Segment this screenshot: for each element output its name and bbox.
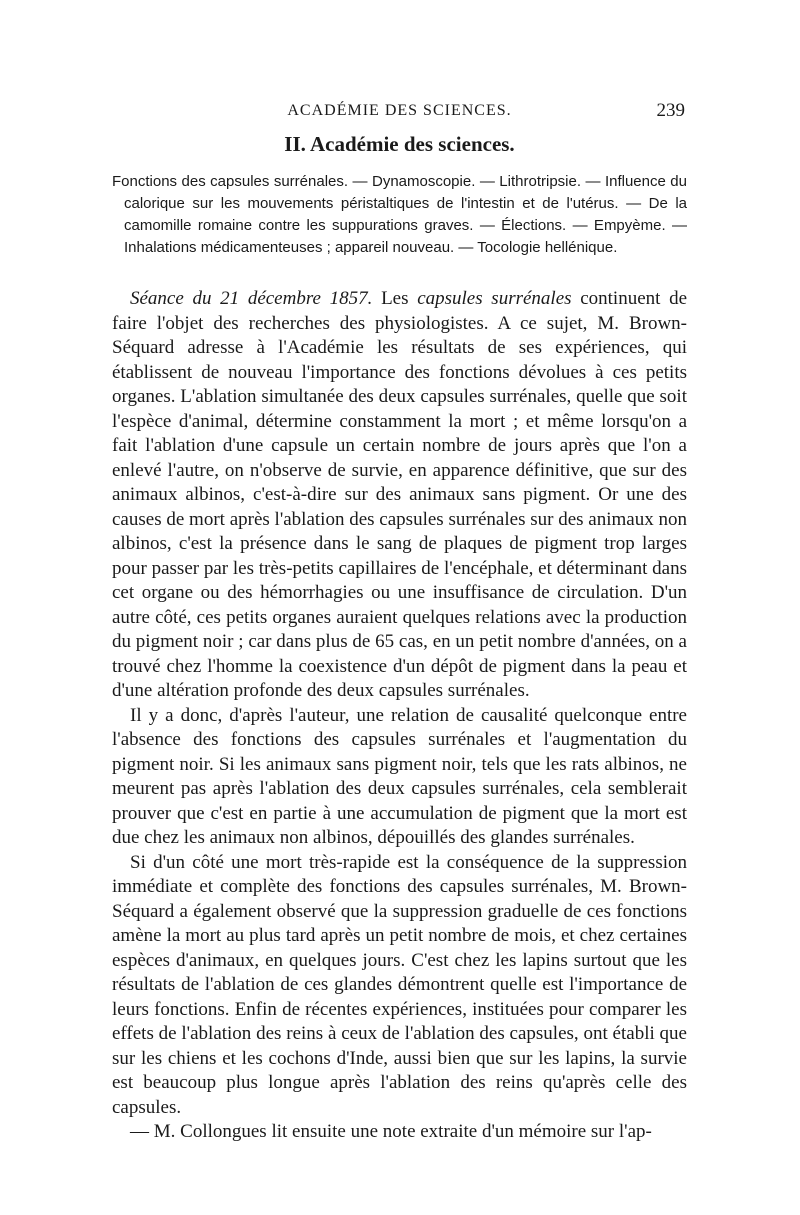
paragraph-causality: Il y a donc, d'après l'auteur, une relation de causalité quelconque entre l'absence des fonctions des capsules surrénales et l'augmentation du pigment noir. Si les animaux sans pigment noir, tels que les rats albinos, ne meurent pas après l'ablation des deux capsules surrénales, cela semblerait prouver que c'est en partie à une accumulation de pigment que la mort est due chez les animaux non albinos, dépouillés des glandes surrénales. [112, 704, 687, 848]
running-head [112, 96, 687, 130]
section-summary: Fonctions des capsules surrénales. — Dynamoscopie. — Lithrotripsie. — Influence du calorique sur les mouvements péristaltiques de l'intestin et de l'utérus. — De la camomille romaine contre les suppurations graves. — Élections. — Empyème. — Inhalations médicamenteuses ; appareil nouveau. — Tocologie hellénique. [112, 173, 687, 256]
paragraph-sitting [112, 287, 687, 704]
paragraph-suppression: Si d'un côté une mort très-rapide est la conséquence de la suppression immédiate et complète des fonctions des capsules surrénales, M. Brown-Séquard a également observé que la suppression graduelle de ces fonctions amène la mort au plus tard après un petit nombre de mois, et chez certaines espèces d'animaux, en quelques jours. C'est chez les lapins surtout que les résultats de l'ablation de ces glandes démontrent quelle est l'importance de leurs fonctions. Enfin de récentes expériences, instituées pour comparer les effets de l'ablation des reins à ceux de l'ablation des capsules, ont établi que sur les chiens et les cochons d'Inde, aussi bien que sur les lapins, la survie est beaucoup plus longue après l'ablation des reins qu'après celle des capsules. [112, 851, 687, 1118]
section-heading: II. Académie des sciences. [284, 132, 515, 156]
running-title: ACADÉMIE DES SCIENCES. [287, 102, 512, 119]
paragraph-text: continuent de faire l'objet des recherches des physiologistes. A ce sujet, M. Brown-Séquard adresse à l'Académie les résultats de ses expériences, qui établissent de nouveau l'importance des fonctions dévolues à ces petits organes. L'ablation simultanée des deux capsules surrénales, quelle que soit l'espèce d'animal, détermine constamment la mort ; et même lorsqu'on a fait l'ablation d'une capsule un certain nombre de jours après que l'on a enlevé l'autre, on n'observe de survie, en apparence définitive, que sur des animaux albinos, c'est-à-dire sur des animaux sans pigment. Or une des causes de mort après l'ablation des capsules surrénales sur des animaux non albinos, c'est la présence dans le sang de plaques de pigment trop larges pour passer par les très-petits capillaires de l'encéphale, et déterminant dans cet organe ou des hémorrhagies ou une insuffisance de circulation. D'un autre côté, ces petits organes auraient quelques relations avec la production du pigment noir ; car dans plus de 65 cas, en un petit nombre d'années, on a trouvé chez l'homme la coexistence d'un dépôt de pigment dans la peau et d'une altération profonde des deux capsules surrénales. [112, 288, 688, 701]
page-number: 239 [656, 100, 685, 121]
italic-term: capsules surrénales [417, 288, 572, 309]
sitting-date: Séance du 21 décembre 1857. [130, 288, 373, 309]
book-page [112, 96, 687, 1201]
paragraph-lead: Les [381, 288, 409, 309]
paragraph-collongues: — M. Collongues lit ensuite une note extraite d'un mémoire sur l'ap- [130, 1121, 652, 1142]
